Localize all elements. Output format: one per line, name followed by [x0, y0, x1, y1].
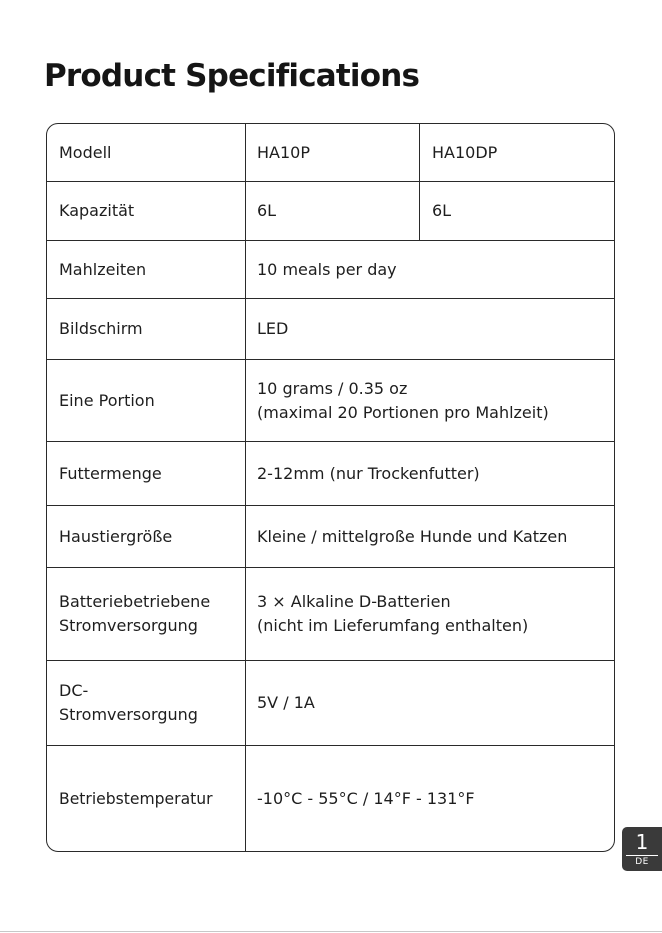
row-label: Batteriebetriebene Stromversorgung — [59, 592, 211, 635]
row-label: DC- Stromversorgung — [59, 681, 198, 724]
row-value: 3 × Alkaline D-Batterien (nicht im Lieferumfang enthalten) — [245, 568, 614, 660]
row-value-ha10p: HA10P — [245, 124, 419, 181]
row-value: Kleine / mittelgroße Hunde und Katzen — [245, 506, 614, 567]
table-row-capacity — [47, 182, 614, 241]
table-row-pet-size — [47, 506, 614, 568]
specifications-table — [46, 123, 615, 852]
row-label: Kapazität — [59, 201, 135, 220]
row-label: Betriebstemperatur — [59, 789, 213, 808]
table-row-meals — [47, 241, 614, 299]
row-label: Futtermenge — [59, 463, 162, 483]
table-row-dc-power — [47, 661, 614, 746]
table-row-operating-temperature — [47, 746, 614, 851]
row-value-ha10p: 6L — [245, 182, 419, 240]
row-value: 2-12mm (nur Trockenfutter) — [245, 442, 614, 505]
row-label: Eine Portion — [59, 390, 155, 410]
page-number-badge — [622, 827, 662, 871]
table-row-portion — [47, 360, 614, 442]
table-row-display — [47, 299, 614, 360]
row-value: 10 meals per day — [245, 241, 614, 298]
page-number: 1 — [635, 830, 649, 854]
row-label: Mahlzeiten — [59, 259, 147, 279]
row-value: 5V / 1A — [245, 661, 614, 745]
row-value-ha10dp: HA10DP — [419, 124, 614, 181]
bottom-divider — [0, 931, 662, 932]
row-label: Haustiergröße — [59, 526, 173, 546]
table-row-model — [47, 124, 614, 182]
row-label: Modell — [59, 142, 112, 162]
page-language: DE — [635, 857, 649, 867]
row-value: 10 grams / 0.35 oz (maximal 20 Portionen pro Mahlzeit) — [245, 360, 614, 441]
table-row-battery-power — [47, 568, 614, 661]
row-value: LED — [245, 299, 614, 359]
page-title: Product Specifications — [44, 58, 420, 94]
row-value-ha10dp: 6L — [419, 182, 614, 240]
table-row-food-size — [47, 442, 614, 506]
row-value: -10°C - 55°C / 14°F - 131°F — [245, 746, 614, 851]
row-label: Bildschirm — [59, 319, 143, 338]
